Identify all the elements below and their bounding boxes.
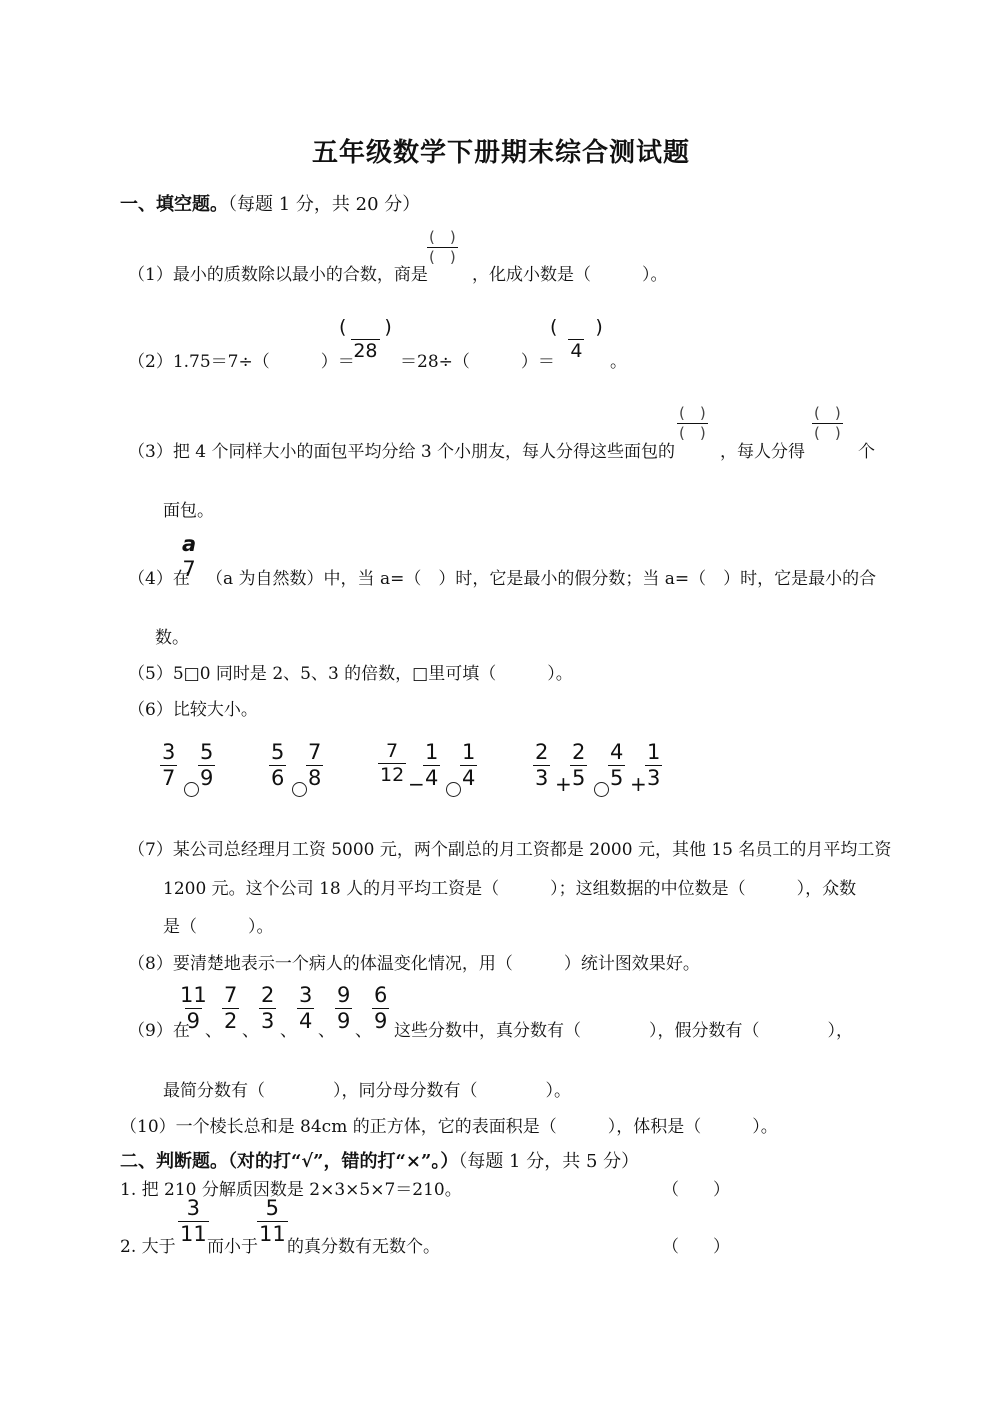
separator: 、 <box>280 1021 297 1041</box>
fraction-denominator: 5 <box>572 766 586 790</box>
fraction-numerator: 5 <box>265 1196 280 1220</box>
judgement-2-fraction-2 <box>257 1198 288 1245</box>
separator: 、 <box>318 1021 335 1041</box>
fraction-numerator: ( ) <box>550 316 603 338</box>
fraction-numerator: ( ) <box>429 228 456 246</box>
question-10-text: （10）一个棱长总和是 84cm 的正方体，它的表面积是（ ），体积是（ ）。 <box>120 1117 778 1137</box>
fraction-denominator: 28 <box>353 340 378 362</box>
judgement-2-fraction-1 <box>178 1198 209 1245</box>
question-4-text-b: 数。 <box>155 628 189 648</box>
compare-2-right-fraction <box>306 742 323 789</box>
fraction-numerator: 3 <box>162 740 176 764</box>
fraction-numerator: 5 <box>200 740 214 764</box>
fraction-numerator: 2 <box>535 740 549 764</box>
fraction-denominator: 2 <box>224 1009 238 1033</box>
judgement-2-text-b: 而小于 <box>207 1237 258 1257</box>
question-2-text-b: ＝28÷（ ）＝ <box>400 352 555 372</box>
compare-4-fraction-c <box>608 742 625 789</box>
fraction-numerator: 2 <box>261 983 275 1007</box>
fraction-numerator: a <box>182 532 197 556</box>
fraction-denominator: 6 <box>271 766 285 790</box>
question-8-text: （8）要清楚地表示一个病人的体温变化情况，用（ ）统计图效果好。 <box>128 954 700 974</box>
question-9-fraction-2 <box>222 985 239 1032</box>
separator: 、 <box>355 1021 372 1041</box>
question-3-text-d: 面包。 <box>163 501 214 521</box>
question-9-text-b: 最简分数有（ ），同分母分数有（ ）。 <box>163 1081 571 1101</box>
fraction-denominator: ( ) <box>814 424 841 442</box>
compare-2-circle[interactable] <box>292 782 307 797</box>
fraction-numerator: 9 <box>337 983 351 1007</box>
fraction-numerator: 3 <box>299 983 313 1007</box>
section-2-note: （每题 1 分，共 5 分） <box>458 1151 640 1172</box>
fraction-numerator: ( ) <box>679 404 706 422</box>
fraction-denominator: 8 <box>308 766 322 790</box>
question-3-text-c: 个 <box>858 442 875 462</box>
fraction-numerator: 7 <box>386 740 399 762</box>
question-4-fraction <box>180 534 198 580</box>
fraction-denominator: 5 <box>610 766 624 790</box>
plus-sign: + <box>630 772 647 796</box>
question-7-line-1: （7）某公司总经理月工资 5000 元，两个副总的月工资都是 2000 元，其他 15 名员工的月平均工资 <box>128 840 892 860</box>
fraction-numerator: 6 <box>374 983 388 1007</box>
section-2-heading <box>120 1147 639 1173</box>
section-1-heading <box>120 190 420 216</box>
fraction-numerator: ( ) <box>339 316 392 338</box>
question-6-label: （6）比较大小。 <box>128 700 258 720</box>
question-9-fraction-3 <box>259 985 276 1032</box>
question-3-text-b: ，每人分得 <box>720 442 805 462</box>
fraction-denominator: ( ) <box>429 248 456 266</box>
question-4-text-a: （a 为自然数）中，当 a=（ ）时，它是最小的假分数；当 a=（ ）时，它是最小的合 <box>206 569 877 589</box>
plus-sign: + <box>555 772 572 796</box>
judgement-1-text: 1. 把 210 分解质因数是 2×3×5×7＝210。 <box>120 1180 462 1200</box>
fraction-denominator: 11 <box>259 1222 286 1246</box>
section-1-title: 一、填空题。 <box>120 194 228 215</box>
compare-4-fraction-a <box>533 742 550 789</box>
question-2-fraction-2 <box>548 318 605 361</box>
fraction-denominator: 3 <box>261 1009 275 1033</box>
fraction-numerator: 4 <box>610 740 624 764</box>
section-1-note: （每题 1 分，共 20 分） <box>228 194 421 215</box>
question-9-text-a: 这些分数中，真分数有（ ），假分数有（ ）， <box>394 1021 853 1041</box>
question-2-text-c: 。 <box>610 352 627 372</box>
fraction-denominator: 4 <box>425 766 439 790</box>
question-2-fraction-1 <box>337 318 394 361</box>
question-7-line-2: 1200 元。这个公司 18 人的月平均工资是（ ）；这组数据的中位数是（ ），众数 <box>163 879 857 899</box>
fraction-denominator: 9 <box>200 766 214 790</box>
fraction-denominator: 11 <box>180 1222 207 1246</box>
compare-3-fraction-a <box>378 742 406 785</box>
question-2-text-a: （2）1.75＝7÷（ ）＝ <box>128 352 355 372</box>
compare-1-right-fraction <box>198 742 215 789</box>
minus-sign: − <box>408 772 425 796</box>
question-3-blank-fraction-1[interactable] <box>677 406 708 441</box>
judgement-1-answer-paren[interactable]: （ ） <box>662 1180 730 1200</box>
fraction-numerator: 11 <box>180 983 207 1007</box>
question-9-fraction-6 <box>372 985 389 1032</box>
compare-2-left-fraction <box>269 742 286 789</box>
question-3-blank-fraction-2[interactable] <box>812 406 843 441</box>
compare-1-circle[interactable] <box>184 782 199 797</box>
judgement-2-text-a: 2. 大于 <box>120 1237 176 1257</box>
question-5-text: （5）5□0 同时是 2、5、3 的倍数，□里可填（ ）。 <box>128 664 573 684</box>
fraction-denominator: 3 <box>647 766 661 790</box>
compare-4-fraction-d <box>645 742 662 789</box>
fraction-denominator: 7 <box>162 766 176 790</box>
compare-3-right-fraction <box>460 742 477 789</box>
question-9-fraction-5 <box>335 985 352 1032</box>
fraction-numerator: 1 <box>462 740 476 764</box>
question-3-text-a: （3）把 4 个同样大小的面包平均分给 3 个小朋友，每人分得这些面包的 <box>128 442 676 462</box>
fraction-denominator: ( ) <box>679 424 706 442</box>
question-1-text-a: （1）最小的质数除以最小的合数，商是 <box>128 265 428 285</box>
question-9-label: （9）在 <box>128 1021 190 1041</box>
judgement-2-text-c: 的真分数有无数个。 <box>287 1237 440 1257</box>
separator: 、 <box>242 1021 259 1041</box>
question-9-fraction-4 <box>297 985 314 1032</box>
question-7-line-3: 是（ ）。 <box>163 917 274 937</box>
question-4-label: （4）在 <box>128 569 190 589</box>
compare-3-circle[interactable] <box>446 782 461 797</box>
section-2-title: 二、判断题。（对的打“√”，错的打“×”。） <box>120 1151 459 1172</box>
fraction-denominator: 9 <box>337 1009 351 1033</box>
fraction-denominator: 4 <box>570 340 583 362</box>
separator: 、 <box>205 1021 222 1041</box>
question-1-blank-fraction[interactable] <box>427 230 458 265</box>
fraction-numerator: 3 <box>186 1196 201 1220</box>
fraction-numerator: 2 <box>572 740 586 764</box>
question-1-text-b: ，化成小数是（ ）。 <box>472 265 668 285</box>
judgement-2-answer-paren[interactable]: （ ） <box>662 1237 730 1257</box>
fraction-denominator: 12 <box>380 764 405 786</box>
compare-4-circle[interactable] <box>594 782 609 797</box>
fraction-denominator: 4 <box>462 766 476 790</box>
fraction-numerator: 1 <box>647 740 661 764</box>
fraction-numerator: 5 <box>271 740 285 764</box>
fraction-numerator: ( ) <box>814 404 841 422</box>
compare-4-fraction-b <box>570 742 587 789</box>
fraction-denominator: 3 <box>535 766 549 790</box>
fraction-denominator: 9 <box>186 1009 201 1033</box>
fraction-denominator: 4 <box>299 1009 313 1033</box>
fraction-numerator: 1 <box>425 740 439 764</box>
compare-1-left-fraction <box>160 742 177 789</box>
fraction-numerator: 7 <box>224 983 238 1007</box>
fraction-numerator: 7 <box>308 740 322 764</box>
fraction-denominator: 7 <box>182 557 196 581</box>
page-title: 五年级数学下册期末综合测试题 <box>312 138 691 168</box>
fraction-denominator: 9 <box>374 1009 388 1033</box>
compare-3-fraction-b <box>423 742 440 789</box>
